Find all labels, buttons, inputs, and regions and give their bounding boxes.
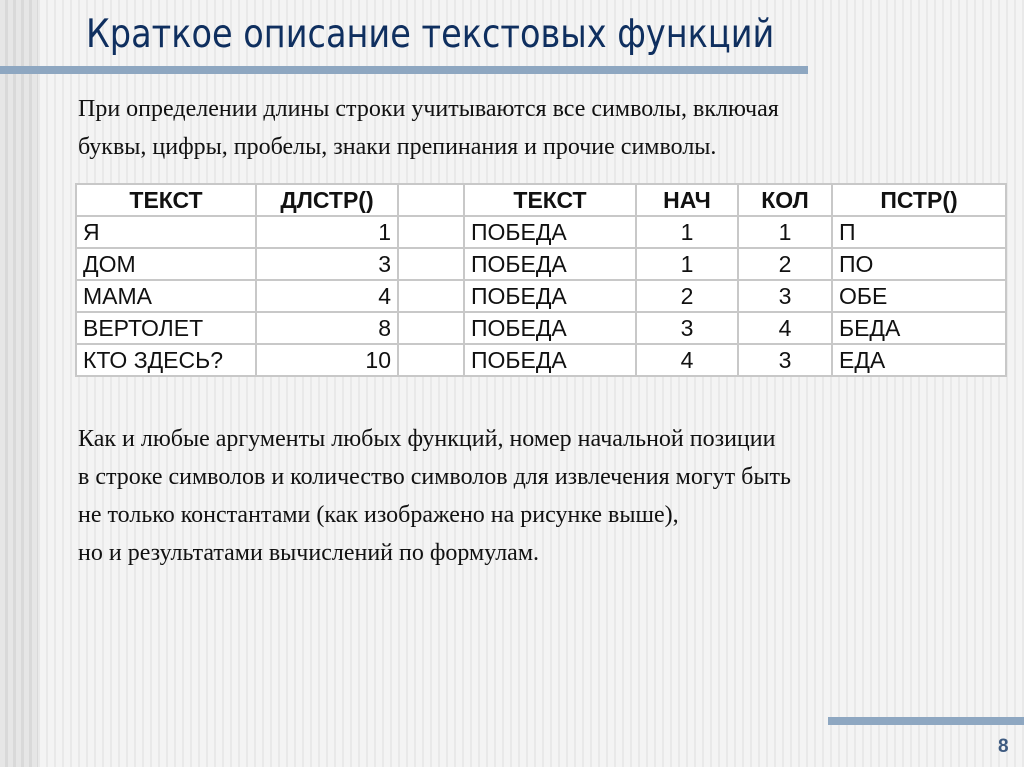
table-row: [76, 248, 1006, 280]
table-row: [76, 344, 1006, 376]
table-cell: КТО ЗДЕСЬ?: [76, 344, 256, 376]
column-header: НАЧ: [636, 184, 738, 216]
table-cell: 4: [738, 312, 832, 344]
table-cell: 2: [738, 248, 832, 280]
table-cell: 8: [256, 312, 398, 344]
table-cell: 3: [636, 312, 738, 344]
slide-title: Краткое описание текстовых функций: [86, 12, 775, 57]
table-cell: 4: [636, 344, 738, 376]
functions-table: [75, 183, 1007, 377]
table-cell: ПОБЕДА: [464, 312, 636, 344]
table-cell: ПОБЕДА: [464, 344, 636, 376]
outro-line: Как и любые аргументы любых функций, номер начальной позиции: [78, 426, 776, 452]
title-underline: [0, 66, 808, 74]
outro-line: не только константами (как изображено на рисунке выше),: [78, 502, 679, 528]
table-cell: Я: [76, 216, 256, 248]
intro-paragraph: [78, 90, 779, 166]
table-row: [76, 280, 1006, 312]
intro-line: буквы, цифры, пробелы, знаки препинания и прочие символы.: [78, 134, 717, 160]
table-cell: [398, 344, 464, 376]
table-cell: ДОМ: [76, 248, 256, 280]
table-cell: 4: [256, 280, 398, 312]
table-cell: [398, 248, 464, 280]
table-cell: ОБЕ: [832, 280, 1006, 312]
outro-paragraph: [78, 420, 791, 572]
table-cell: 3: [738, 344, 832, 376]
table-cell: 3: [256, 248, 398, 280]
table-cell: ПОБЕДА: [464, 248, 636, 280]
column-header: ТЕКСТ: [76, 184, 256, 216]
column-header: ТЕКСТ: [464, 184, 636, 216]
table-cell: МАМА: [76, 280, 256, 312]
outro-line: но и результатами вычислений по формулам.: [78, 540, 540, 566]
column-header: ДЛСТР(): [256, 184, 398, 216]
table-cell: [398, 280, 464, 312]
outro-line: в строке символов и количество символов для извлечения могут быть: [78, 464, 791, 490]
column-header: ПСТР(): [832, 184, 1006, 216]
table-cell: П: [832, 216, 1006, 248]
table-cell: 1: [636, 216, 738, 248]
table-cell: 1: [636, 248, 738, 280]
decorative-side-stripe: [0, 0, 38, 767]
table-cell: ПО: [832, 248, 1006, 280]
table-cell: ВЕРТОЛЕТ: [76, 312, 256, 344]
table-cell: [398, 312, 464, 344]
table-cell: БЕДА: [832, 312, 1006, 344]
intro-line: При определении длины строки учитываются все символы, включая: [78, 96, 779, 122]
table-cell: 1: [256, 216, 398, 248]
column-header: КОЛ: [738, 184, 832, 216]
footer-bar: [828, 717, 1024, 725]
table-cell: 1: [738, 216, 832, 248]
table-cell: ПОБЕДА: [464, 280, 636, 312]
table-cell: 3: [738, 280, 832, 312]
page-number: 8: [998, 736, 1009, 757]
table-cell: ЕДА: [832, 344, 1006, 376]
table-row: [76, 216, 1006, 248]
table-row: [76, 312, 1006, 344]
column-header: [398, 184, 464, 216]
table-cell: 10: [256, 344, 398, 376]
table-cell: [398, 216, 464, 248]
table-header-row: [76, 184, 1006, 216]
table-cell: 2: [636, 280, 738, 312]
table-cell: ПОБЕДА: [464, 216, 636, 248]
